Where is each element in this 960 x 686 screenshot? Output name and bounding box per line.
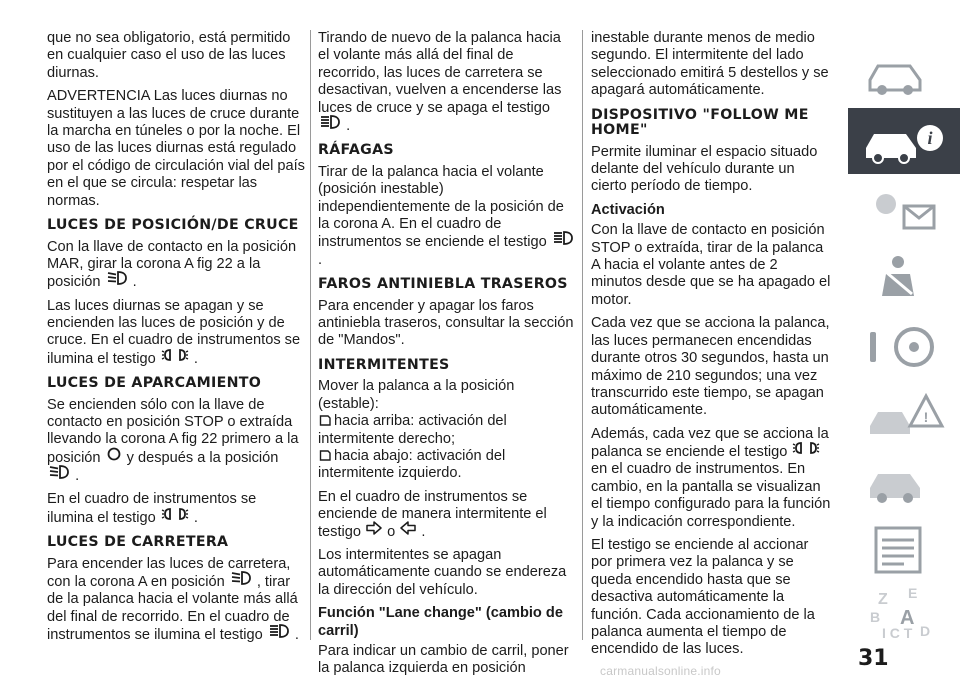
seatbelt-icon — [848, 244, 960, 310]
car-service-icon — [848, 448, 960, 514]
svg-text:B: B — [870, 609, 881, 625]
car-info-icon — [848, 108, 960, 174]
high-beam-icon — [552, 229, 574, 247]
bullet-icon — [319, 449, 331, 461]
chapter-tab-info-active[interactable] — [848, 108, 960, 174]
list-item: hacia abajo: activación del intermitente izquierdo. — [318, 447, 506, 482]
paragraph: El testigo se enciende al accionar por primera vez la palanca y se queda encendido hasta que se desactiva automáticamente la función. Cada accionamiento de la palanca aumenta el tiempo de encendido de las luces. — [591, 537, 815, 658]
document-list-icon — [848, 516, 960, 582]
paragraph: En el cuadro de instrumentos se ilumina el testigo . — [47, 491, 257, 526]
car-outline-icon — [848, 40, 960, 106]
paragraph: Con la llave de contacto en posición STOP o extraída, tirar de la palanca A hacia el volante antes de 2 minutos desde que se ha apagado el motor. — [591, 222, 831, 308]
chapter-tab-maintenance[interactable] — [848, 448, 960, 514]
heading-activacion: Activación — [591, 201, 665, 218]
watermark: carmanualsonline.info — [600, 664, 721, 678]
svg-text:!: ! — [923, 409, 929, 425]
svg-text:E: E — [908, 585, 918, 601]
paragraph: Para encender las luces de carretera, con la corona A en posición , tirar de la palanca hacia el volante más allá del final de recorrido. En el cuadro de instrumentos se ilumina el testigo . — [47, 555, 299, 643]
svg-text:I C T: I C T — [882, 625, 913, 641]
paragraph: Tirando de nuevo de la palanca hacia el volante más allá del final de recorrido, las luces de carretera se desactivan, vuelven a encenderse las luces de cruce y se apaga el testigo . — [318, 30, 562, 134]
paragraph: inestable durante menos de medio segundo. El intermitente del lado seleccionado emitirá 5 destellos y se apagará automáticamente. — [591, 30, 829, 99]
paragraph: Para indicar un cambio de carril, poner la palanca izquierda en posición — [318, 643, 569, 677]
column-divider — [582, 30, 583, 640]
column-middle — [318, 30, 576, 684]
paragraph: Los intermitentes se apagan automáticamente cuando se endereza la dirección del vehículo. — [318, 546, 567, 598]
heading-faros-antiniebla: FAROS ANTINIEBLA TRASEROS — [318, 276, 568, 293]
high-beam-icon — [319, 113, 341, 131]
paragraph: Con la llave de contacto en la posición MAR, girar la corona A fig 22 a la posición . — [47, 238, 297, 291]
paragraph: Mover la palanca a la posición (estable): hacia arriba: activación del intermitente derecho; hacia abajo: activación del intermitente izquierdo. — [318, 378, 576, 482]
paragraph: Además, cada vez que se acciona la palanca se enciende el testigo en el cuadro de instrumentos. En cambio, en la pantalla se visualizan el tiempo configurado para la función y la indicación correspondiente. — [591, 425, 831, 530]
paragraph: Se encienden sólo con la llave de contacto en posición STOP o extraída llevando la corona A fig 22 primero a la posición y después a la posición . — [47, 396, 299, 484]
paragraph: que no sea obligatorio, está permitido en cualquier caso el uso de las luces diurnas. — [47, 30, 291, 81]
chapter-tab-specs[interactable] — [848, 516, 960, 582]
low-beam-icon — [230, 569, 252, 587]
position-lights-icon — [161, 505, 189, 523]
position-lights-icon — [792, 439, 820, 457]
column-right — [591, 30, 831, 665]
paragraph: Para encender y apagar los faros antiniebla traseros, consultar la sección de "Mandos". — [318, 297, 574, 349]
paragraph: Tirar de la palanca hacia el volante (posición inestable) independientemente de la posición de la corona A. En el cuadro de instrumentos se enciende el testigo . — [318, 164, 576, 269]
chapter-tab-safety[interactable] — [848, 244, 960, 310]
heading-luces-aparcamiento: LUCES DE APARCAMIENTO — [47, 375, 262, 392]
heading-lane-change: Función "Lane change" (cambio de carril) — [318, 605, 563, 639]
page-number: 31 — [858, 646, 889, 671]
alphabet-index-icon — [848, 580, 960, 646]
position-lights-icon — [161, 346, 189, 364]
chapter-tab-warnings[interactable] — [848, 176, 960, 242]
paragraph: Cada vez que se acciona la palanca, las luces permanecen encendidas durante otros 30 segundos, hasta un máximo de 210 segundos; una vez transcurrido este tiempo, se apagan automáticamente. — [591, 315, 830, 419]
paragraph: Las luces diurnas se apagan y se encienden las luces de posición y de cruce. En el cuadro de instrumentos se ilumina el testigo . — [47, 297, 301, 367]
svg-text:i: i — [927, 128, 933, 148]
svg-text:D: D — [920, 623, 931, 639]
chapter-tab-index[interactable] — [848, 580, 960, 646]
ring-off-icon — [106, 445, 122, 463]
low-beam-icon — [106, 269, 128, 287]
heading-luces-posicion-cruce: LUCES DE POSICIÓN/DE CRUCE — [47, 217, 299, 234]
turn-right-icon — [366, 521, 382, 535]
paragraph-advertencia: ADVERTENCIA Las luces diurnas no sustituyen a las luces de cruce durante la marcha en túneles o por la noche. El uso de las luces diurnas está regulado por el código de circulación vial del país en el que se circula: respetar las normas. — [47, 88, 305, 209]
low-beam-icon — [48, 463, 70, 481]
chapter-tab-emergency[interactable] — [848, 380, 960, 446]
heading-rafagas: RÁFAGAS — [318, 142, 394, 159]
warning-lights-icon — [848, 176, 960, 242]
turn-left-icon — [400, 521, 416, 535]
emergency-triangle-icon — [848, 380, 960, 446]
svg-text:Z: Z — [878, 591, 888, 608]
chapter-sidebar — [848, 0, 960, 686]
steering-wheel-icon — [848, 312, 960, 378]
column-divider — [310, 30, 311, 640]
heading-follow-me-home: DISPOSITIVO "FOLLOW ME HOME" — [591, 106, 809, 139]
svg-text:A: A — [900, 607, 915, 629]
heading-intermitentes: INTERMITENTES — [318, 356, 450, 373]
chapter-tab-vehicle[interactable] — [848, 40, 960, 106]
list-item: hacia arriba: activación del intermitente derecho; — [318, 413, 507, 447]
paragraph: Permite iluminar el espacio situado delante del vehículo durante un cierto período de tiempo. — [591, 143, 818, 195]
high-beam-icon — [268, 622, 290, 640]
chapter-tab-starting[interactable] — [848, 312, 960, 378]
paragraph: En el cuadro de instrumentos se enciende de manera intermitente el testigo o . — [318, 488, 547, 540]
column-left — [47, 30, 305, 650]
bullet-icon — [319, 414, 331, 426]
heading-luces-carretera: LUCES DE CARRETERA — [47, 534, 229, 551]
